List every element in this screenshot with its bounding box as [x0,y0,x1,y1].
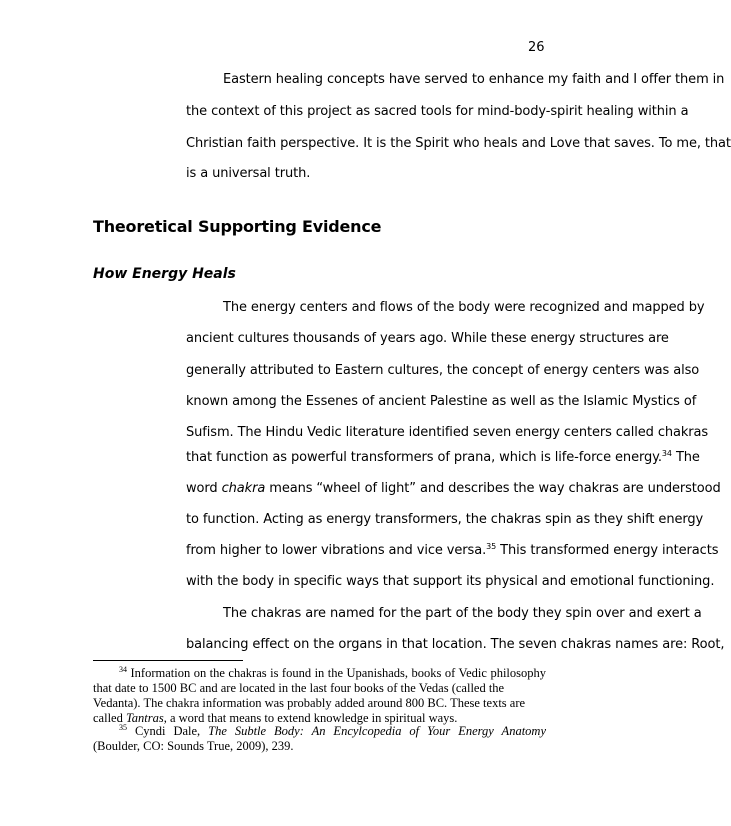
footnote-34 [93,666,546,726]
text-line [93,666,546,681]
text-line: known among the Essenes of ancient Palestine as well as the Islamic Mystics of [186,394,697,409]
footnote-35 [93,724,546,754]
text-line: to function. Acting as energy transformers, the chakras spin as they shift energy [186,512,704,527]
text-span: from higher to lower vibrations and vice versa. [186,543,487,558]
italic-term: Tantras [125,711,164,725]
text-line [186,542,719,558]
text-line: Vedanta). The chakra information was probably added around 800 BC. These texts are [93,696,526,710]
text-line: that date to 1500 BC and are located in the last four books of the Vedas (called the [93,681,505,695]
text-line: Sufism. The Hindu Vedic literature identified seven energy centers called chakras [186,425,709,440]
italic-term: chakra [221,481,266,496]
page-number: 26 [528,40,545,55]
text-line: Christian faith perspective. It is the Spirit who heals and Love that saves. To me, that [186,136,731,151]
footnote-ref-34: 34 [661,449,672,458]
text-line: The energy centers and flows of the body were recognized and mapped by [223,300,705,315]
text-line [186,449,700,465]
footnote-number: 35 [119,723,127,732]
text-span: that function as powerful transformers of prana, which is life-force energy. [186,450,662,465]
section-heading: Theoretical Supporting Evidence [93,217,382,236]
text-line: ancient cultures thousands of years ago. While these energy structures are [186,331,669,346]
footnote-number: 34 [119,665,127,674]
text-span: means “wheel of light” and describes the way chakras are understood [269,481,721,496]
text-line: generally attributed to Eastern cultures, the concept of energy centers was also [186,363,700,378]
text-span: , a word that means to extend knowledge in spiritual ways. [163,711,458,725]
text-line: The chakras are named for the part of the body they spin over and exert a [223,606,702,621]
text-line: the context of this project as sacred tools for mind-body-spirit healing within a [186,104,689,119]
text-span: called [93,711,123,725]
footnote-ref-35: 35 [486,542,497,551]
book-title: The Subtle Body: An Encylcopedia of Your Energy Anatomy [208,724,546,738]
text-line: is a universal truth. [186,166,311,181]
text-line: with the body in specific ways that support its physical and emotional functioning. [186,574,715,589]
text-line [186,481,721,496]
text-span: This transformed energy interacts [500,543,719,558]
text-span: Information on the chakras is found in the Upanishads, books of Vedic philosophy [130,666,547,680]
subsection-heading: How Energy Heals [93,266,236,282]
footnote-divider [93,660,243,661]
text-line: (Boulder, CO: Sounds True, 2009), 239. [93,739,294,753]
text-span: Cyndi Dale, [134,724,201,738]
text-line: Eastern healing concepts have served to enhance my faith and I offer them in [223,72,725,87]
text-line [93,724,546,739]
text-span: word [186,481,218,496]
text-line: balancing effect on the organs in that location. The seven chakras names are: Root, [186,637,725,652]
text-span: The [675,450,700,465]
